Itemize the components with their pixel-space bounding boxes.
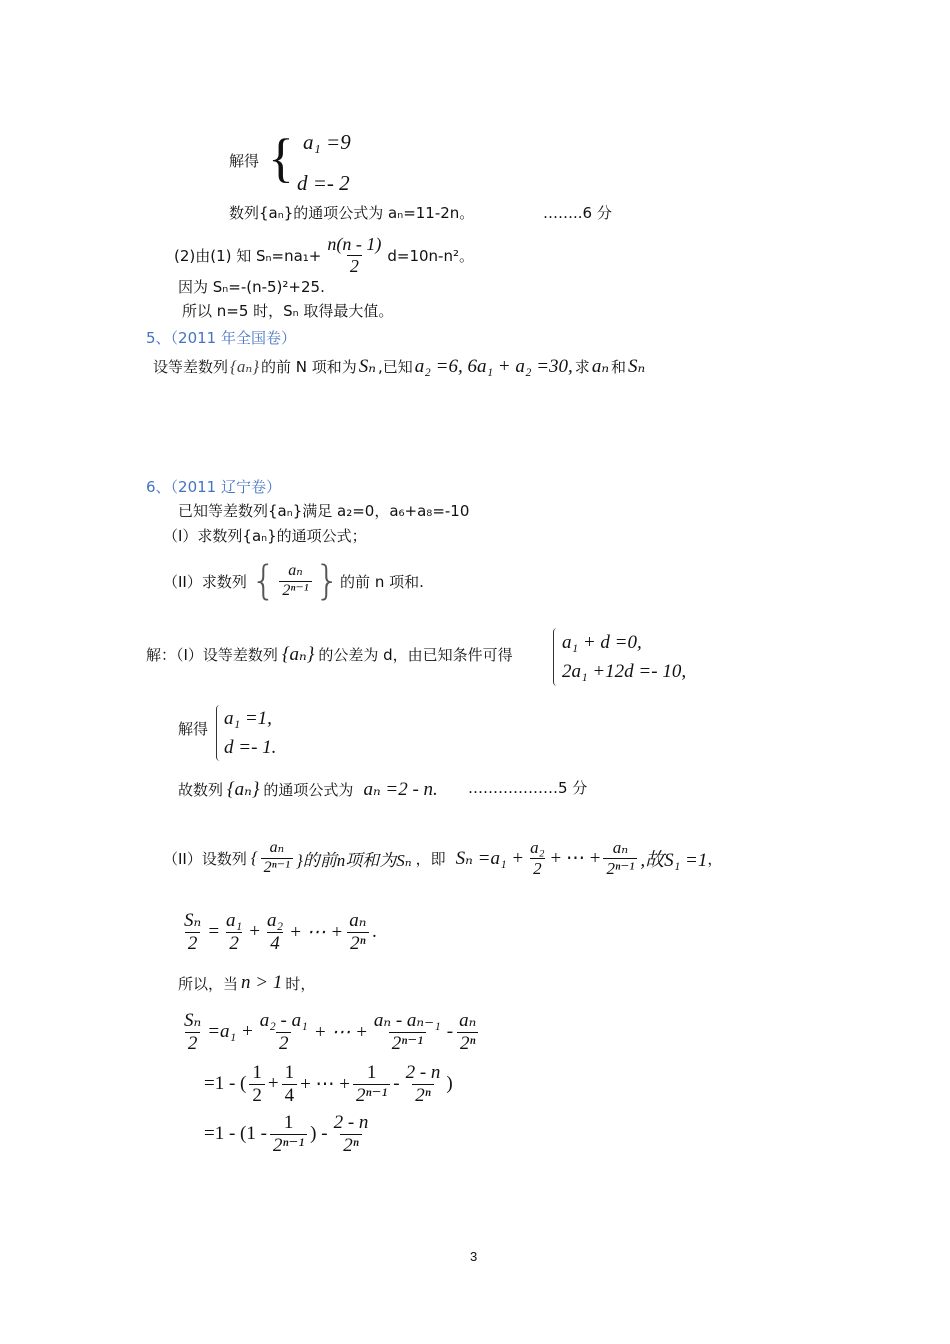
p2-ji: ，即 bbox=[415, 849, 446, 868]
l2-frac-3 bbox=[353, 1062, 390, 1107]
p2-brace-open: { bbox=[250, 848, 258, 868]
sol-formula-seq: {aₙ} bbox=[227, 779, 260, 800]
q6-given: 已知等差数列{aₙ}满足 a₂=0，a₆+a₈=-10 bbox=[178, 502, 470, 520]
l2-post: ) bbox=[446, 1073, 453, 1095]
q5-text-b: 的前 N 项和为 bbox=[261, 358, 357, 376]
q5-text-c: ,已知 bbox=[377, 358, 413, 376]
p2-frac-num: aₙ bbox=[269, 839, 285, 857]
frac-den: 2ⁿ bbox=[340, 1134, 361, 1157]
frac-den: 2 bbox=[185, 1032, 201, 1055]
l3-pre: =1 - (1 - bbox=[204, 1123, 267, 1145]
sol-formula-eq: aₙ =2 - n. bbox=[363, 779, 438, 800]
system-brace-3 bbox=[216, 705, 220, 761]
q5-text-e: 和 bbox=[611, 358, 627, 376]
sol-solve-label: 解得 bbox=[178, 720, 209, 738]
frac-den: 2ⁿ⁻¹ bbox=[279, 581, 311, 600]
sol-text: 的公差为 d，由已知条件可得 bbox=[318, 646, 513, 664]
q6-part2-b: 的前 n 项和. bbox=[340, 572, 424, 591]
q6-part2 bbox=[163, 558, 424, 604]
q5-text bbox=[153, 355, 645, 378]
dots: + ⋯ + bbox=[550, 847, 601, 869]
open-brace: { bbox=[250, 558, 277, 604]
system-line-1: a₁ =9 bbox=[303, 130, 351, 154]
page-number: 3 bbox=[470, 1249, 478, 1264]
deriv-line-3 bbox=[204, 1112, 374, 1157]
q5-condition: a₂ =6, 6a₁ + a₂ =30, bbox=[414, 355, 573, 377]
frac-den: 2 bbox=[185, 932, 201, 955]
frac-den: 2 bbox=[276, 1032, 292, 1055]
p2-tail-comma: ， bbox=[707, 849, 723, 868]
period: . bbox=[372, 921, 378, 943]
frac-den: 2ⁿ⁻¹ bbox=[389, 1032, 426, 1055]
deriv-line-1 bbox=[178, 1010, 482, 1055]
frac-sn-2 bbox=[181, 1010, 204, 1055]
l2-frac-2 bbox=[282, 1062, 298, 1107]
l2-pre: =1 - ( bbox=[204, 1073, 247, 1095]
q5-text-d: 求 bbox=[574, 358, 590, 376]
l1-a1: =a₁ + bbox=[207, 1021, 254, 1043]
frac-num: Sₙ bbox=[184, 1010, 202, 1031]
p2-seq-text: }的前n项和为Sₙ bbox=[295, 850, 412, 870]
system-brace-2 bbox=[553, 628, 557, 686]
part2-fraction bbox=[324, 234, 384, 276]
sol-label: 解：（I）设等差数列 bbox=[146, 646, 278, 664]
system-line-2: d =- 2 bbox=[297, 171, 350, 195]
solve-label: 解得 bbox=[229, 152, 260, 170]
l1-frac-1 bbox=[257, 1010, 311, 1055]
q5-an: aₙ bbox=[591, 356, 610, 377]
frac-num: aₙ bbox=[459, 1010, 477, 1031]
l3-frac-1 bbox=[270, 1112, 307, 1157]
frac-num: aₙ bbox=[349, 910, 367, 931]
frac-num: aₙ bbox=[612, 838, 629, 857]
frac-num: 1 bbox=[283, 1112, 294, 1133]
score-5: ………………5 分 bbox=[468, 779, 588, 797]
q5-seq: {aₙ} bbox=[230, 356, 260, 376]
sol-eq2: 2a₁ +12d =- 10, bbox=[562, 661, 687, 682]
system-brace: { bbox=[268, 128, 294, 188]
score-6: ……..6 分 bbox=[543, 204, 612, 222]
q5-sn2: Sₙ bbox=[628, 356, 646, 377]
half-sn-line bbox=[178, 910, 377, 955]
equals: = bbox=[207, 921, 221, 943]
q6-part1: （I）求数列{aₙ}的通项公式； bbox=[163, 527, 367, 545]
plus: + bbox=[267, 1073, 279, 1095]
l2-frac-4 bbox=[403, 1062, 444, 1107]
frac-num: 2 - n bbox=[405, 1062, 441, 1083]
sol-eq1: a₁ + d =0, bbox=[562, 632, 642, 653]
so-line: 所以 n=5 时，Sₙ 取得最大值。 bbox=[182, 302, 394, 320]
frac-num: Sₙ bbox=[184, 910, 202, 931]
frac-num: aₙ - aₙ₋₁ bbox=[373, 1010, 441, 1031]
q6-part2-fraction bbox=[279, 562, 311, 600]
p2-sn: Sₙ =a₁ + bbox=[455, 847, 525, 869]
so-when: 所以，当 bbox=[178, 974, 239, 993]
frac-den: 2ⁿ⁻¹ bbox=[270, 1134, 307, 1157]
so-when-line bbox=[178, 972, 315, 994]
frac-num: a₁ bbox=[226, 910, 243, 931]
frac-num: aₙ bbox=[288, 562, 303, 580]
frac-den: 2ⁿ⁻¹ bbox=[603, 858, 637, 879]
frac-num: 1 bbox=[366, 1062, 377, 1083]
formula-line: 数列{aₙ}的通项公式为 aₙ=11-2n。 bbox=[229, 204, 475, 222]
l2-frac-1 bbox=[249, 1062, 265, 1107]
sol-formula-b: 的通项公式为 bbox=[263, 781, 354, 799]
frac-den: 2 bbox=[249, 1084, 265, 1107]
dots: + ⋯ + bbox=[300, 1073, 351, 1095]
sol-seq: {aₙ} bbox=[281, 644, 315, 665]
frac-den: 2ⁿ bbox=[412, 1084, 433, 1107]
p2-label: （II）设数列 bbox=[163, 849, 247, 868]
half-sn-frac bbox=[181, 910, 204, 955]
q5-sn: Sₙ bbox=[358, 356, 376, 377]
dots: + ⋯ + bbox=[313, 1021, 368, 1043]
l1-frac-2 bbox=[371, 1010, 444, 1055]
frac-den: 2 bbox=[226, 932, 242, 955]
dots: + ⋯ + bbox=[289, 921, 344, 943]
sol-formula-line bbox=[178, 778, 438, 801]
q6-header: 6、（2011 辽宁卷） bbox=[146, 478, 281, 496]
q5-text-a: 设等差数列 bbox=[153, 358, 229, 376]
frac-den: 4 bbox=[267, 932, 283, 955]
part2-frac-den: 2 bbox=[347, 255, 362, 277]
part2-line bbox=[174, 234, 474, 276]
frac-num: a₂ bbox=[530, 838, 545, 857]
sol-res1: a₁ =1, bbox=[224, 708, 272, 729]
close-brace: } bbox=[314, 558, 341, 604]
sol-res2: d =- 1. bbox=[224, 737, 277, 758]
frac-a1-2 bbox=[223, 910, 245, 955]
sol-formula-a: 故数列 bbox=[178, 781, 224, 799]
part2-prefix: (2)由(1) 知 Sₙ=na₁+ bbox=[174, 246, 322, 265]
p2-frac-a2 bbox=[527, 838, 547, 878]
l3-frac-2 bbox=[331, 1112, 372, 1157]
plus: + bbox=[248, 921, 261, 943]
frac-den: 2 bbox=[530, 858, 545, 879]
minus: - bbox=[446, 1021, 454, 1043]
frac-num: a₂ bbox=[266, 910, 284, 931]
frac-a2-4 bbox=[264, 910, 286, 955]
p2-frac-den: 2ⁿ⁻¹ bbox=[261, 858, 293, 877]
minus: - bbox=[393, 1073, 400, 1095]
sol-line-1 bbox=[146, 643, 513, 666]
frac-den: 2ⁿ⁻¹ bbox=[353, 1084, 390, 1107]
part2-frac-num: n(n - 1) bbox=[327, 234, 382, 254]
l3-mid: ) - bbox=[310, 1123, 328, 1145]
p2-line bbox=[163, 838, 722, 878]
p2-tail: ,故S₁ =1 bbox=[640, 849, 708, 871]
q6-part2-a: （II）求数列 bbox=[163, 572, 247, 591]
q5-header: 5、（2011 年全国卷） bbox=[146, 329, 296, 347]
p2-frac bbox=[261, 839, 293, 877]
p2-frac-an bbox=[603, 838, 637, 878]
deriv-line-2 bbox=[204, 1062, 453, 1107]
frac-den: 2ⁿ bbox=[457, 1032, 478, 1055]
frac-an-2n bbox=[346, 910, 369, 955]
frac-num: 1 bbox=[284, 1062, 295, 1083]
frac-num: 1 bbox=[252, 1062, 262, 1083]
frac-num: a₂ - a₁ bbox=[259, 1010, 308, 1031]
cond-n: n > 1 bbox=[241, 972, 283, 993]
because-line: 因为 Sₙ=-(n-5)²+25. bbox=[178, 278, 325, 296]
part2-suffix: d=10n-n²。 bbox=[387, 246, 474, 265]
frac-num: 2 - n bbox=[333, 1112, 369, 1133]
shi: 时， bbox=[285, 974, 316, 993]
frac-den: 2ⁿ bbox=[347, 932, 368, 955]
frac-den: 4 bbox=[282, 1084, 298, 1107]
l1-frac-3 bbox=[456, 1010, 479, 1055]
